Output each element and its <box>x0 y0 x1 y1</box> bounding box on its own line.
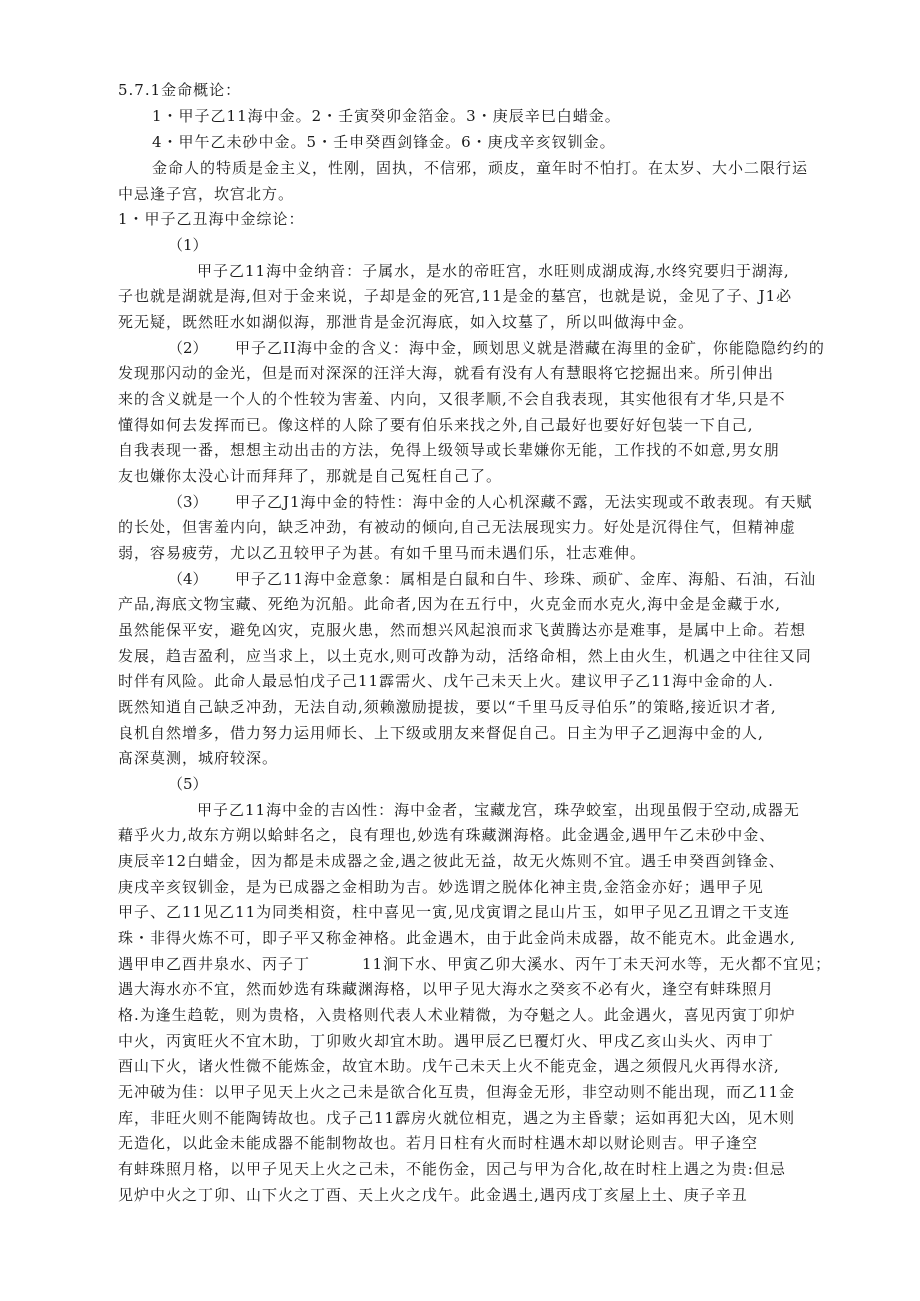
paragraph-line: 既然知逍自己缺乏冲劲，无法自动,须赖激励提拔，要以“千里马反寻伯乐”的策略,接近识才者, <box>118 698 777 716</box>
paragraph-line: 弱，容易疲劳，尤以乙丑较甲子为甚。有如千里马而未遇们乐，壮志难伸。 <box>118 544 647 562</box>
section-heading: 5.7.1金命概论： <box>118 81 242 99</box>
paragraph-line: 时伴有风险。此命人最忌怕戊子己11霹需火、戊午己未天上火。建议甲子乙11海中金命的人. <box>118 672 774 690</box>
paragraph-line: 无冲破为佳：以甲子见天上火之己未是欲合化互贵，但海金无形，非空动则不能出现，而乙11金 <box>118 1083 796 1101</box>
paragraph-line: 有蚌珠照月格，以甲子见天上火之己未，不能伤金，因己与甲为合化,故在时柱上遇之为贵:但忌 <box>118 1160 786 1178</box>
paragraph-line: 格.为逢生趋乾，则为贵格，入贵格则代表人术业精微，为夺魁之人。此金遇火，喜见丙寅丁卯炉 <box>118 1006 796 1024</box>
paragraph-line: 自我表现一番，想想主动出击的方法，免得上级领导或长辈嫌你无能，工作找的不如意,男女朋 <box>118 441 780 459</box>
subsection-title: 1・甲子乙丑海中金综论： <box>118 210 305 228</box>
paragraph-line: 死无疑，既然旺水如湖似海，那泄肯是金沉海底，如入坟墓了，所以叫做海中金。 <box>118 313 695 331</box>
item-label: （4） <box>168 570 208 588</box>
paragraph-line: 金命人的特质是金主义，性刚，固执，不信邪，顽皮，童年时不怕打。在太岁、大小二限行运 <box>152 159 809 177</box>
paragraph-line: 友也嫌你太没心计而拜拜了，那就是自己冤枉自己了。 <box>118 467 503 485</box>
list-line: 4・甲午乙未砂中金。5・壬申癸酉剑锋金。6・庚戌辛亥钗钏金。 <box>152 133 616 151</box>
paragraph-line: 甲子、乙11见乙11为同类相资，柱中喜见一寅,见戊寅谓之昆山片玉，如甲子见乙丑谓之干支连 <box>118 903 790 921</box>
paragraph-line: 发现那闪动的金光，但是而对深深的汪洋大海，就看有没有人有慧眼将它挖掘出来。所引伸出 <box>118 364 775 382</box>
paragraph-line: 遇大海水亦不宜，然而妙选有珠藏渊海格，以甲子见大海水之癸亥不必有火，逢空有蚌珠照月 <box>118 980 775 998</box>
paragraph-line: 子也就是湖就是海,但对于金来说，子却是金的死宫,11是金的墓宫，也就是说，金见了子、J1必 <box>118 287 793 305</box>
paragraph-line: 的长处，但害羞内向，缺乏冲劲，有被动的倾向,自己无法展现实力。好处是沉得住气，但精神虚 <box>118 518 796 536</box>
paragraph-line: 产品,海底文物宝藏、死绝为沉船。此命者,因为在五行中，火克金而水克火,海中金是金藏于水, <box>118 595 782 613</box>
item-label: （1） <box>168 236 208 254</box>
paragraph-line: 见炉中火之丁卯、山下火之丁酉、天上火之戊午。此金遇土,遇丙戌丁亥屋上土、庚子辛丑 <box>118 1186 748 1204</box>
line-part: 遇甲申乙酉井泉水、丙子丁 <box>118 955 311 973</box>
paragraph-line: 来的含义就是一个人的个性较为害羞、内向，又很孝顺,不会自我表现，其实他很有才华,只是不 <box>118 390 786 408</box>
paragraph-line <box>118 954 831 974</box>
item-label: （5） <box>168 775 208 793</box>
paragraph-line: 藉乎火力,故东方朔以蛤蚌名之，良有理也,妙选有珠藏渊海格。此金遇金,遇甲午乙未砂中金、 <box>118 826 776 844</box>
paragraph-line: 甲子乙J1海中金的特性：海中金的人心机深藏不露，无法实现或不敢表现。有天赋 <box>235 493 813 511</box>
paragraph-line: 甲子乙II海中金的含义：海中金，顾划思义就是潜藏在海里的金矿，你能隐隐约约的 <box>235 339 825 357</box>
paragraph-line: 甲子乙11海中金意象：属相是白鼠和白牛、珍珠、顽矿、金库、海船、石油，石汕 <box>235 570 817 588</box>
list-line: 1・甲子乙11海中金。2・壬寅癸卯金箔金。3・庚辰辛巳白蜡金。 <box>152 107 621 125</box>
paragraph-line: 庚戌辛亥钗钏金，是为已成器之金相助为吉。妙选谓之脱体化神主贵,金箔金亦好；遇甲子见 <box>118 878 764 896</box>
paragraph-line: 庚辰辛12白蜡金，因为都是未成器之金,遇之彼此无益，故无火炼则不宜。遇壬申癸酉剑锋金、 <box>118 852 785 870</box>
paragraph-line: 库，非旺火则不能陶铸故也。戊子己11霹房火就位相克，遇之为主昏蒙；运如再犯大凶，见木则 <box>118 1109 796 1127</box>
paragraph-line: 发展，趋吉盈利，应当求上，以土克水,则可改静为动，活络命相，然上由火生，机遇之中往往又同 <box>118 647 812 665</box>
paragraph-line: 懂得如何去发挥而已。像这样的人除了要有伯乐来找之外,自己最好也要好好包装一下自己, <box>118 416 754 434</box>
paragraph-line: 酉山下火，诸火性微不能炼金，故宜木助。戊午己未天上火不能克金，遇之须假凡火再得水济, <box>118 1057 780 1075</box>
paragraph-line: 甲子乙11海中金的吉凶性：海中金者，宝藏龙宫，珠孕蛟室，出现虽假于空动,成器无 <box>197 801 800 819</box>
paragraph-line: 中忌逢子宫，坎宫北方。 <box>118 185 295 203</box>
paragraph-line: 无造化，以此金未能成器不能制物故也。若月日柱有火而时柱遇木却以财论则吉。甲子逢空 <box>118 1134 759 1152</box>
paragraph-line: 中火，丙寅旺火不宜木助，丁卯败火却宜木助。遇甲辰乙巳覆灯火、甲戌乙亥山头火、丙申丁 <box>118 1032 775 1050</box>
item-label: （2） <box>168 339 208 357</box>
paragraph-line: 良机自然增多，借力努力运用师长、上下级或朋友来督促自己。日主为甲子乙迥海中金的人, <box>118 724 764 742</box>
paragraph-line: 珠・非得火炼不可，即子平又称金神格。此金遇木，由于此金尚未成器，故不能克木。此金遇水, <box>118 929 796 947</box>
line-part: 11涧下水、甲寅乙卯大溪水、丙午丁未天河水等，无火都不宜见； <box>362 955 832 973</box>
paragraph-line: 髙深莫测，城府较深。 <box>118 749 279 767</box>
item-label: （3） <box>168 493 208 511</box>
paragraph-line: 虽然能保平安，避免凶灾，克服火患，然而想兴风起浪而求飞黄腾达亦是难事，是属中上命。若想 <box>118 621 807 639</box>
paragraph-line: 甲子乙11海中金纳音：子属水，是水的帝旺宫，水旺则成湖成海,水终究要归于湖海, <box>197 262 790 280</box>
